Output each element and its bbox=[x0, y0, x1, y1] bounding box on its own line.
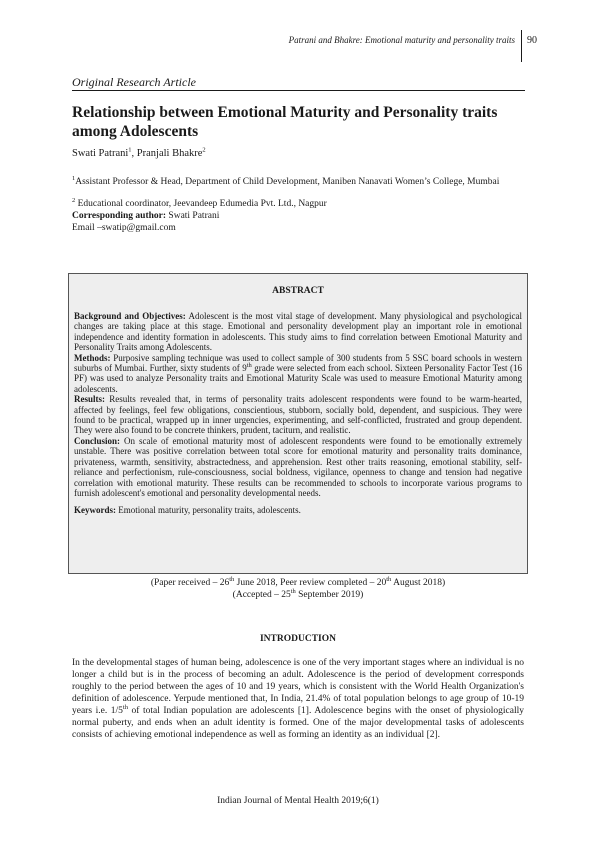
date-text: August 2018) bbox=[391, 578, 446, 588]
section-label: Results: bbox=[74, 394, 105, 405]
author-separator: , bbox=[131, 148, 137, 159]
abstract-body bbox=[74, 311, 522, 516]
page-number: 90 bbox=[527, 35, 537, 46]
corresponding-label: Corresponding author: bbox=[72, 211, 167, 221]
introduction-paragraph bbox=[72, 657, 524, 741]
section-text: Purposive sampling technique was used to collect sample of 300 students from 5 SSC board schools in western suburbs of Mumbai. Further, sixty students of 9 bbox=[74, 352, 522, 374]
affiliation-marker: 1 bbox=[72, 174, 76, 182]
affiliation-marker: 1 bbox=[128, 146, 132, 154]
abstract-heading: ABSTRACT bbox=[272, 286, 324, 296]
ordinal-suffix: th bbox=[246, 362, 252, 370]
abstract-conclusion bbox=[74, 436, 522, 498]
section-label: Conclusion: bbox=[74, 435, 121, 446]
paragraph-text: In the developmental stages of human being, adolescence is one of the very important stages where an individual is no longer a child but is in the process of becoming an adult. Adolescence is the period of development corresponds roughly to the period between the ages of 10 and 19 years, which is consistent with the World Health Organization's definition of adolescence. Yerpude mentioned that, In India, 21.4% of total population belongs to age group of 10-19 years i.e. 1/5 bbox=[72, 658, 524, 716]
article-title: Relationship between Emotional Maturity and Personality traits among Adolescents bbox=[72, 104, 498, 140]
author-name[interactable]: Pranjali Bhakre bbox=[136, 148, 203, 159]
article-type-rule bbox=[72, 90, 525, 91]
affiliation-marker: 2 bbox=[202, 146, 206, 154]
section-text: Results revealed that, in terms of personality traits adolescent respondents were found to be warm-hearted, affected by feelings, feel few obligations, conscientious, stubborn, socially bold, dependent, and suspicious. They were found to be practical, wrapped up in inner urgencies, experimenting, and self-conflicted, frustrated and group dependent. They were also found to be concrete thinkers, prudent, taciturn, and realistic. bbox=[74, 394, 522, 436]
journal-footer: Indian Journal of Mental Health 2019;6(1) bbox=[217, 796, 379, 806]
abstract-box bbox=[68, 273, 528, 574]
affiliation-marker: 2 bbox=[72, 196, 76, 204]
header-divider bbox=[521, 30, 522, 62]
abstract-background bbox=[74, 311, 522, 353]
paragraph-text: of total Indian population are adolescents [1]. Adolescence begins with the onset of physiologically normal puberty, and ends when an adult identity is formed. One of the major developmental tasks of adolescents consists of achieving emotional independence as well as forming an identity as an individual [2]. bbox=[72, 706, 524, 740]
introduction-heading: INTRODUCTION bbox=[259, 634, 336, 644]
abstract-keywords bbox=[74, 505, 522, 515]
date-text: September 2019) bbox=[295, 590, 364, 600]
corresponding-email[interactable]: Email –swatip@gmail.com bbox=[72, 223, 176, 233]
section-text: Emotional maturity, personality traits, adolescents. bbox=[116, 505, 301, 516]
affiliation-text: Educational coordinator, Jeevandeep Edumedia Pvt. Ltd., Nagpur bbox=[75, 199, 327, 209]
corresponding-name: Swati Patrani bbox=[166, 211, 220, 221]
ordinal-suffix: th bbox=[386, 575, 392, 583]
section-label: Background and Objectives: bbox=[74, 311, 186, 321]
abstract-results bbox=[74, 394, 522, 436]
section-label: Keywords: bbox=[74, 505, 116, 516]
corresponding-author bbox=[72, 211, 524, 223]
affiliation-1 bbox=[72, 174, 524, 189]
author-list bbox=[72, 148, 206, 159]
date-text: (Paper received – 26 bbox=[150, 578, 230, 588]
running-title: Patrani and Bhakre: Emotional maturity and personality traits bbox=[288, 35, 515, 45]
author-name[interactable]: Swati Patrani bbox=[72, 148, 129, 159]
section-text: On scale of emotional maturity most of adolescent respondents were found to be emotionally extremely unstable. There was positive correlation between total score for emotional maturity and personality traits dominance, privateness, warmth, sensitivity, abstractedness, and apprehension. Rest other traits reasoning, emotional stability, self-reliance and perfectionism, rule-consciousness, social boldness, vigilance, openness to change and tension had negative correlation with emotional maturity. These results can be recommended to schools to incorporate various programs to furnish adolescent's emotional and personality developmental needs. bbox=[74, 435, 522, 498]
ordinal-suffix: th bbox=[229, 575, 235, 583]
date-text: (Accepted – 25 bbox=[232, 590, 291, 600]
affiliation-text: Assistant Professor & Head, Department of Child Development, Maniben Nanavati Women’s College, Mumbai bbox=[75, 177, 500, 187]
affiliation-2 bbox=[72, 196, 524, 211]
date-text: June 2018, Peer review completed – 20 bbox=[234, 578, 387, 588]
abstract-methods bbox=[74, 353, 522, 395]
accepted-date bbox=[72, 589, 524, 601]
received-dates bbox=[72, 577, 524, 589]
section-label: Methods: bbox=[74, 352, 111, 363]
ordinal-suffix: th bbox=[122, 703, 128, 711]
section-text: Adolescent is the most vital stage of development. Many physiological and psychological changes are taking place at this stage. Emotional and personality development play an important role in emotional independence and identity formation in adolescents. This study aims to find correlation between Emotional Maturity and Personality Traits among Adolescents. bbox=[74, 311, 522, 353]
section-text: grade were selected from each school. Sixteen Personality Factor Test (16 PF) was used to analyze Personality traits and Emotional Maturity Scale was used to measure Emotional Maturity among adolescents. bbox=[74, 363, 522, 394]
article-type: Original Research Article bbox=[72, 75, 196, 89]
ordinal-suffix: th bbox=[290, 587, 296, 595]
